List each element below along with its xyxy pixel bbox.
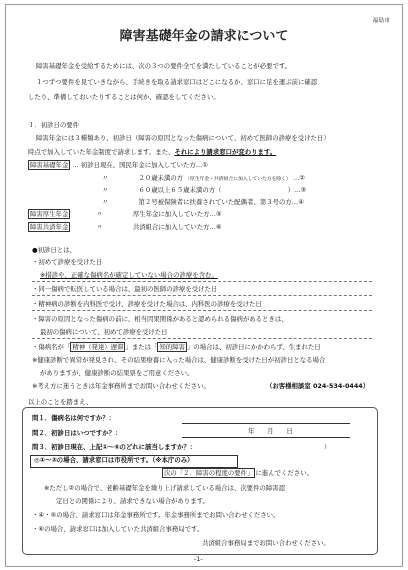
question-1: 問１．傷病名は何ですか？： bbox=[32, 414, 116, 422]
special-text: 」または「 bbox=[125, 343, 158, 351]
special-box-2: 知的障害 bbox=[159, 343, 185, 351]
first-visit-item: ・初めて診療を受けた日 bbox=[32, 258, 103, 266]
first-visit-note: がありますが、健康診断の結果票をご用意ください。 bbox=[40, 369, 194, 377]
pension-type-tag: 障害基礎年金 bbox=[30, 161, 69, 169]
ditto-mark: 〃 bbox=[102, 198, 109, 206]
page-title: 障害基礎年金の請求について bbox=[119, 29, 289, 44]
pension-row-text: 厚生年金に加入していた方…⑤ bbox=[132, 210, 222, 218]
pension-type-tag: 障害厚生年金 bbox=[30, 210, 69, 218]
ditto-mark: 〃 bbox=[96, 210, 103, 218]
special-box-1: 精神（発達）遅滞 bbox=[72, 343, 124, 351]
pension-row-5 bbox=[28, 211, 222, 217]
intro-line-2: １つずつ要件を見ていきながら、手続きを取る請求窓口はどこになるか、窓口に足を運ぶ前に確認 bbox=[36, 78, 318, 86]
first-visit-item: 最初の傷病について、初めて診療を受けた日 bbox=[40, 328, 168, 336]
section-1-para-2 bbox=[28, 149, 276, 155]
first-visit-special bbox=[32, 344, 321, 350]
contact-phone: （お客様相談室 024-534-0444） bbox=[266, 382, 370, 390]
answer-line-2[interactable] bbox=[182, 437, 350, 438]
next-step-box: 次の「２．障害の程度の要件」 bbox=[164, 469, 254, 477]
question-3: 問３．初診日現在、上記①～⑥のどれに該当しますか？： bbox=[32, 443, 197, 451]
section-1-heading: １．初診日の要件 bbox=[28, 121, 80, 129]
pension-row-text: 共済組合に加入していた方…⑥ bbox=[132, 223, 222, 231]
special-text: 」の場合は、初診日にかかわらず、生まれた日 bbox=[186, 343, 321, 351]
next-step bbox=[162, 470, 313, 476]
question-3-close: ） bbox=[324, 443, 331, 451]
summary-note-1a: ※ただし②の場合で、老齢基礎年金を繰り上げ請求している場合は、次要件の障害認 bbox=[44, 484, 286, 492]
first-visit-heading: ●初診日とは、 bbox=[32, 246, 76, 254]
ditto-mark: 〃 bbox=[96, 223, 103, 231]
question-2: 問２．初診日はいつですか？： bbox=[32, 429, 122, 437]
intro-line-3: したり、準備しておいたりすることは何か、確認をしてください。 bbox=[28, 93, 220, 101]
ditto-mark: 〃 bbox=[102, 174, 109, 182]
next-step-text: に進んでください。 bbox=[255, 469, 313, 477]
first-visit-item: ※措診や、正確な傷病名が確定していない場合の診療を含む。 bbox=[40, 271, 218, 279]
first-visit-item: ・同一傷病で転医している場合は、最初の医師の診療を受けた日 bbox=[32, 285, 218, 293]
pension-type-tag: 障害共済年金 bbox=[30, 223, 69, 231]
pension-row-end: …② bbox=[292, 174, 305, 182]
pension-row-6 bbox=[28, 224, 222, 230]
special-text: ・傷病名が「 bbox=[32, 343, 71, 351]
pension-row-1 bbox=[28, 162, 208, 168]
answer-date: 年 月 日 bbox=[248, 427, 293, 435]
pension-row-text: 第２号被保険者に扶養されていた配偶者、第３号の方…④ bbox=[138, 198, 304, 206]
pension-row-4 bbox=[102, 199, 304, 205]
pension-row-end: ）…③ bbox=[287, 186, 307, 194]
section-1-para-1: 障害年金には３種類あり、初診日（障害の原因となった傷病について、初めて医師の診療を受けた日） bbox=[36, 134, 330, 142]
intro-line-1: 障害基礎年金を受給するためには、次の３つの要件全てを満たしていることが必要です。 bbox=[36, 62, 292, 70]
pension-row-3 bbox=[102, 187, 306, 193]
summary-note-3: ・⑥の場合、請求窓口は加入していた共済組合事務局です。 bbox=[32, 525, 204, 533]
first-visit-item: ・精神病の診断を内科医で受け、診療を受けた場合は、内科医の診療を受けた日 bbox=[32, 300, 262, 308]
summary-note-1b: 定日との関係により、請求できない場合があります。 bbox=[56, 497, 209, 505]
first-visit-item: ・障害の原因となった傷病の前に、相当因果関係があると認められる傷病があるときは、 bbox=[32, 315, 288, 323]
summary-note-2: ・④・⑤の場合、請求窓口は年金事務所です。年金事務所までお問い合わせください。 bbox=[32, 511, 280, 519]
pension-row-2 bbox=[102, 175, 305, 183]
pension-row-note: （厚生年金・共済組合に加入していた方を除く） bbox=[185, 177, 291, 182]
city-label: 福島市 bbox=[372, 18, 390, 24]
section-1-para-2-text: 時点で加入していた年金制度で請求します。また、 bbox=[28, 148, 175, 156]
case-1-text: ◎①～③の場合、請求窓口は市役所です。（※本庁のみ） bbox=[34, 456, 194, 464]
ditto-mark: 〃 bbox=[102, 186, 109, 194]
pension-row-text: ６０歳以上６５歳未満の方（ bbox=[138, 186, 222, 194]
summary-lead: 以上のことを踏まえ、 bbox=[28, 398, 93, 406]
page-number: -1- bbox=[194, 555, 203, 563]
pension-row-text: ２０歳未満の方 bbox=[138, 174, 184, 182]
summary-note-4: 共済組合事務局までお問い合わせください。 bbox=[202, 539, 330, 547]
section-1-para-2-emphasis: それにより請求窓口が変わります。 bbox=[174, 148, 277, 156]
document-page bbox=[5, 4, 403, 567]
pension-row-text: … 初診日現在、国民年金に加入していた方…① bbox=[72, 161, 208, 169]
first-visit-note: ※健康診断で異常が発見され、その結果療養に入った場合は、健康診断を受けた日が初診日となる場合 bbox=[32, 356, 326, 364]
answer-line-1[interactable] bbox=[182, 423, 350, 424]
first-visit-contact: ※考え方に迷うときは年金事務所までお問い合わせください。 bbox=[32, 382, 210, 390]
